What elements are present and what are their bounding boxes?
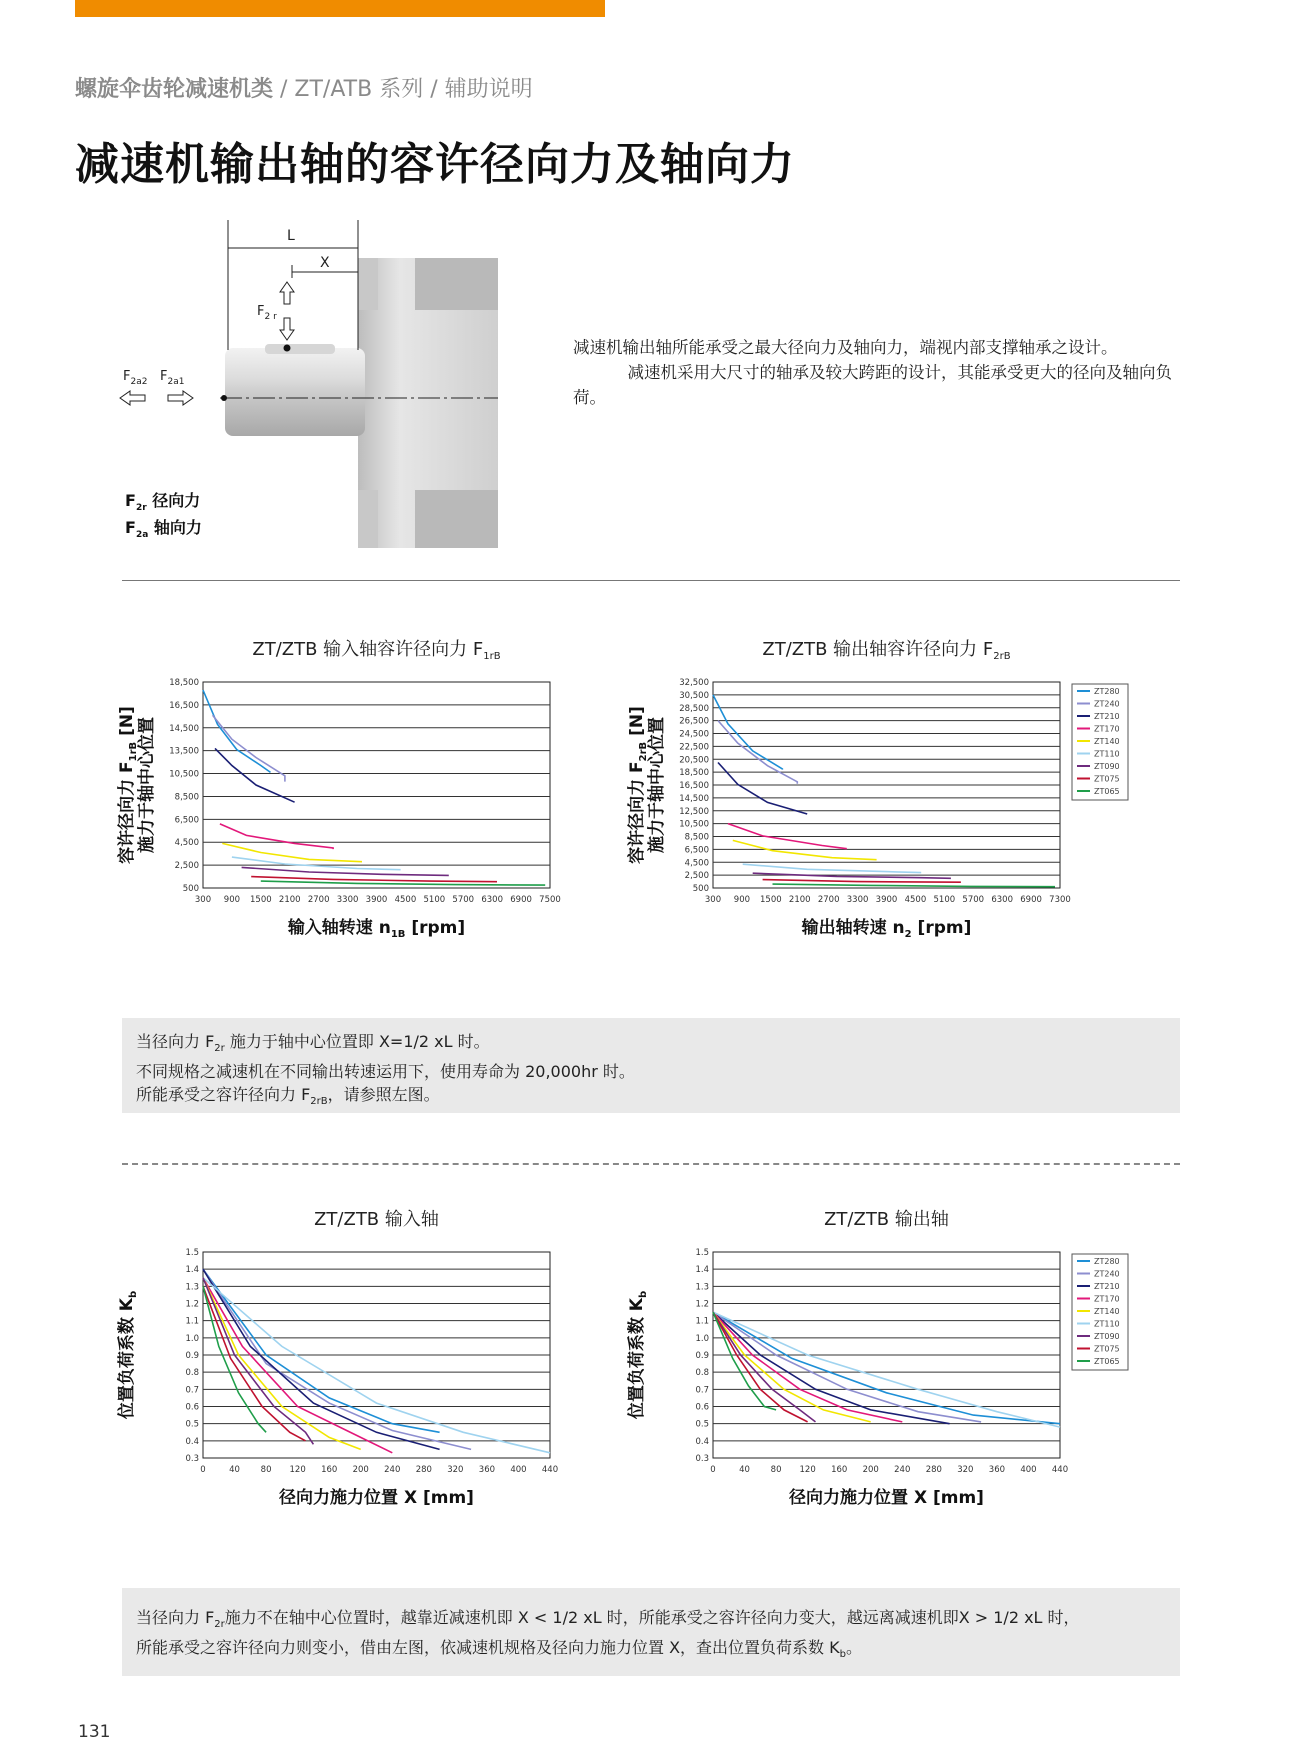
chart-output-shaft-kb — [620, 1200, 1190, 1550]
x-tick-label: 440 — [541, 1465, 559, 1475]
breadcrumb — [75, 72, 533, 103]
chart-title: ZT/ZTB 输出轴容许径向力 $F_{2rB}$ — [762, 639, 1011, 662]
x-tick-label: 280 — [925, 1465, 942, 1475]
label-L: L — [287, 228, 295, 244]
chart-title: ZT/ZTB 输出轴 — [824, 1209, 949, 1230]
legend-label-zt075: ZT075 — [1094, 1344, 1120, 1354]
y-tick-label: 1.1 — [695, 1316, 709, 1327]
x-tick-label: 120 — [799, 1465, 816, 1475]
y-axis-label: 容许径向力 $F_{1rB}$ [N] — [117, 706, 139, 864]
x-tick-label: 360 — [988, 1465, 1006, 1475]
x-tick-label: 280 — [415, 1465, 432, 1475]
output-shaft — [225, 348, 365, 436]
y-tick-label: 10,500 — [169, 769, 199, 780]
x-tick-label: 320 — [447, 1465, 464, 1475]
x-tick-label: 160 — [321, 1465, 338, 1475]
x-tick-label: 400 — [1020, 1465, 1037, 1475]
x-tick-label: 3900 — [875, 895, 898, 905]
x-tick-label: 360 — [478, 1465, 496, 1475]
chart-input-shaft-kb — [110, 1200, 630, 1550]
label-X: X — [320, 255, 330, 271]
x-tick-label: 5700 — [962, 895, 985, 905]
shaft-diagram — [105, 220, 505, 550]
y-tick-label: 12,500 — [679, 806, 709, 817]
x-axis-label: 输出轴转速 $n_2$ [rpm] — [801, 918, 972, 940]
x-tick-label: 0 — [200, 1465, 206, 1475]
intro-line-1: 减速机输出轴所能承受之最大径向力及轴向力，端视内部支撑轴承之设计。 — [573, 338, 1118, 357]
y-axis-label: 位置负荷系数 $K_b$ — [627, 1290, 649, 1420]
x-tick-label: 0 — [710, 1465, 716, 1475]
y-tick-label: 0.7 — [695, 1385, 709, 1396]
x-tick-label: 1500 — [250, 895, 272, 905]
y-tick-label: 22,500 — [679, 742, 709, 753]
y-tick-label: 1.3 — [185, 1282, 199, 1293]
y-tick-label: 20,500 — [679, 755, 709, 766]
x-tick-label: 240 — [384, 1465, 401, 1475]
y-tick-label: 1.2 — [185, 1299, 199, 1310]
x-tick-label: 120 — [289, 1465, 306, 1475]
legend-label-zt170: ZT170 — [1094, 1294, 1120, 1304]
shaft-keyway — [265, 344, 335, 354]
x-tick-label: 3300 — [336, 895, 359, 905]
x-tick-label: 2100 — [788, 895, 811, 905]
y-tick-label: 0.9 — [695, 1351, 709, 1361]
y-tick-label: 500 — [692, 884, 709, 894]
y-tick-label: 0.5 — [185, 1419, 199, 1430]
y-tick-label: 1.4 — [695, 1265, 709, 1276]
legend-label-zt090: ZT090 — [1094, 762, 1120, 771]
intro-line-2: 减速机采用大尺寸的轴承及较大跨距的设计，其能承受更大的径向及轴向负荷。 — [573, 363, 1172, 407]
section-divider-dashed — [122, 1163, 1180, 1165]
radial-force-point — [284, 345, 291, 352]
x-tick-label: 40 — [229, 1465, 240, 1475]
y-axis-label: 容许径向力 $F_{2rB}$ [N] — [627, 706, 649, 864]
legend-label-zt210: ZT210 — [1094, 712, 1120, 721]
x-tick-label: 6300 — [481, 895, 503, 905]
y-tick-label: 16,500 — [169, 700, 199, 711]
x-tick-label: 5100 — [933, 895, 956, 905]
y-tick-label: 13,500 — [169, 746, 199, 757]
housing-lower-recess — [415, 490, 498, 548]
x-axis-label: 径向力施力位置 X [mm] — [789, 1488, 984, 1508]
y-tick-label: 8,500 — [684, 832, 709, 843]
x-tick-label: 80 — [770, 1465, 782, 1475]
label-F2a2: $F_{2a2}$ — [123, 369, 148, 387]
x-tick-label: 2700 — [307, 895, 330, 905]
x-tick-label: 40 — [739, 1465, 750, 1475]
legend-label-zt280: ZT280 — [1094, 687, 1120, 696]
y-tick-label: 0.5 — [695, 1419, 709, 1430]
y-tick-label: 6,500 — [174, 815, 199, 826]
x-tick-label: 200 — [352, 1465, 369, 1475]
legend-label-zt210: ZT210 — [1094, 1282, 1120, 1291]
y-tick-label: 4,500 — [174, 838, 199, 849]
x-tick-label: 6900 — [1020, 895, 1042, 905]
legend-label-zt075: ZT075 — [1094, 774, 1120, 784]
y-tick-label: 1.1 — [185, 1316, 199, 1327]
radial-force-down-arrow — [280, 318, 294, 340]
legend-label-zt065: ZT065 — [1094, 1357, 1120, 1366]
x-tick-label: 300 — [194, 895, 212, 905]
y-tick-label: 1.3 — [695, 1282, 709, 1293]
x-tick-label: 3300 — [846, 895, 869, 905]
x-tick-label: 5100 — [423, 895, 446, 905]
y-tick-label: 1.5 — [695, 1248, 709, 1258]
y-tick-label: 1.0 — [695, 1333, 709, 1344]
x-tick-label: 6900 — [510, 895, 532, 905]
x-tick-label: 400 — [510, 1465, 527, 1475]
x-tick-label: 240 — [894, 1465, 911, 1475]
note-box-1 — [122, 1018, 1180, 1113]
x-tick-label: 80 — [260, 1465, 272, 1475]
intro-text — [573, 335, 1173, 410]
housing-upper-recess — [415, 258, 498, 310]
y-tick-label: 24,500 — [679, 729, 709, 740]
note-box-2 — [122, 1588, 1180, 1676]
axial-force-point — [221, 395, 227, 401]
y-tick-label: 16,500 — [679, 781, 709, 791]
note1-line-1: 当径向力 $F_{2r}$ 施力于轴中心位置即 X=1/2 xL 时。 — [136, 1032, 490, 1055]
x-axis-label: 径向力施力位置 X [mm] — [279, 1488, 474, 1508]
y-axis-label-2: 施力于轴中心位置 — [647, 717, 667, 853]
breadcrumb-category: 螺旋伞齿轮减速机类 — [75, 77, 274, 102]
y-tick-label: 10,500 — [679, 819, 709, 830]
y-tick-label: 0.8 — [185, 1368, 199, 1379]
housing-body — [358, 310, 498, 490]
chart-title: ZT/ZTB 输入轴 — [314, 1209, 439, 1230]
y-tick-label: 0.4 — [185, 1436, 199, 1447]
y-tick-label: 1.5 — [185, 1248, 199, 1258]
x-tick-label: 4500 — [394, 895, 417, 905]
y-tick-label: 0.3 — [185, 1454, 199, 1464]
legend-label-zt140: ZT140 — [1094, 737, 1120, 746]
y-tick-label: 26,500 — [679, 716, 709, 727]
y-tick-label: 0.9 — [185, 1351, 199, 1361]
y-tick-label: 14,500 — [169, 723, 199, 734]
note2-line-2: 所能承受之容许径向力则变小，借由左图，依减速机规格及径向力施力位置 X，查出位置负荷系数 $K_b$。 — [136, 1638, 863, 1661]
x-tick-label: 2700 — [817, 895, 840, 905]
y-tick-label: 0.6 — [695, 1402, 709, 1413]
legend-label-zt170: ZT170 — [1094, 724, 1120, 734]
y-tick-label: 0.3 — [695, 1454, 709, 1464]
legend-axial: $F_{2a}$ 轴向力 — [125, 518, 202, 540]
x-tick-label: 3900 — [365, 895, 388, 905]
x-tick-label: 5700 — [452, 895, 475, 905]
y-tick-label: 28,500 — [679, 703, 709, 714]
legend-label-zt240: ZT240 — [1094, 1269, 1120, 1279]
legend-radial: $F_{2r}$ 径向力 — [125, 491, 201, 513]
y-tick-label: 6,500 — [684, 845, 709, 856]
label-F2r: $F_{2 r}$ — [257, 304, 277, 322]
axial-force-right-arrow — [168, 391, 193, 405]
x-tick-label: 200 — [862, 1465, 879, 1475]
radial-force-up-arrow — [280, 282, 294, 304]
x-tick-label: 1500 — [760, 895, 782, 905]
x-tick-label: 320 — [957, 1465, 974, 1475]
y-tick-label: 8,500 — [174, 792, 199, 803]
y-tick-label: 500 — [182, 884, 199, 894]
y-axis-label: 位置负荷系数 $K_b$ — [117, 1290, 139, 1420]
y-axis-label-2: 施力于轴中心位置 — [137, 717, 157, 853]
x-tick-label: 6300 — [991, 895, 1013, 905]
breadcrumb-path: / ZT/ATB 系列 / 辅助说明 — [273, 77, 533, 102]
legend-label-zt140: ZT140 — [1094, 1307, 1120, 1316]
note1-line-3: 所能承受之容许径向力 $F_{2rB}$，请参照左图。 — [136, 1085, 440, 1108]
chart-input-radial-force — [110, 630, 630, 980]
y-tick-label: 1.2 — [695, 1299, 709, 1310]
x-tick-label: 900 — [223, 895, 241, 905]
legend-label-zt280: ZT280 — [1094, 1257, 1120, 1266]
y-tick-label: 0.4 — [695, 1436, 709, 1447]
x-tick-label: 7500 — [539, 895, 561, 905]
y-tick-label: 0.6 — [185, 1402, 199, 1413]
y-tick-label: 32,500 — [679, 678, 709, 688]
legend-label-zt110: ZT110 — [1094, 1319, 1120, 1329]
y-tick-label: 4,500 — [684, 858, 709, 869]
x-tick-label: 900 — [733, 895, 751, 905]
axial-force-left-arrow — [120, 391, 145, 405]
y-tick-label: 30,500 — [679, 690, 709, 701]
chart-output-radial-force — [620, 630, 1190, 980]
x-tick-label: 7300 — [1049, 895, 1071, 905]
y-tick-label: 0.7 — [185, 1385, 199, 1396]
section-divider — [122, 580, 1180, 581]
y-tick-label: 2,500 — [684, 871, 709, 882]
legend-label-zt090: ZT090 — [1094, 1332, 1120, 1341]
y-tick-label: 18,500 — [679, 768, 709, 779]
y-tick-label: 1.0 — [185, 1333, 199, 1344]
x-tick-label: 4500 — [904, 895, 927, 905]
label-F2a1: $F_{2a1}$ — [160, 369, 185, 387]
top-accent-bar — [75, 0, 605, 17]
x-axis-label: 输入轴转速 $n_{1B}$ [rpm] — [287, 918, 466, 940]
y-tick-label: 14,500 — [679, 793, 709, 804]
x-tick-label: 300 — [704, 895, 722, 905]
y-tick-label: 2,500 — [174, 861, 199, 872]
x-tick-label: 440 — [1051, 1465, 1069, 1475]
page-number: 131 — [78, 1722, 111, 1742]
x-tick-label: 2100 — [278, 895, 301, 905]
legend-label-zt240: ZT240 — [1094, 699, 1120, 709]
x-tick-label: 160 — [831, 1465, 848, 1475]
note2-line-1: 当径向力 $F_{2r}$施力不在轴中心位置时，越靠近减速机即 X < 1/2 xL 时，所能承受之容许径向力变大，越远离减速机即X > 1/2 xL 时， — [136, 1608, 1080, 1631]
note1-line-2: 不同规格之减速机在不同输出转速运用下，使用寿命为 20,000hr 时。 — [136, 1062, 635, 1082]
chart-title: ZT/ZTB 输入轴容许径向力 $F_{1rB}$ — [252, 639, 501, 662]
page-title: 减速机输出轴的容许径向力及轴向力 — [75, 139, 795, 190]
legend-label-zt065: ZT065 — [1094, 787, 1120, 796]
y-tick-label: 18,500 — [169, 678, 199, 688]
y-tick-label: 1.4 — [185, 1265, 199, 1276]
y-tick-label: 0.8 — [695, 1368, 709, 1379]
legend-label-zt110: ZT110 — [1094, 749, 1120, 759]
